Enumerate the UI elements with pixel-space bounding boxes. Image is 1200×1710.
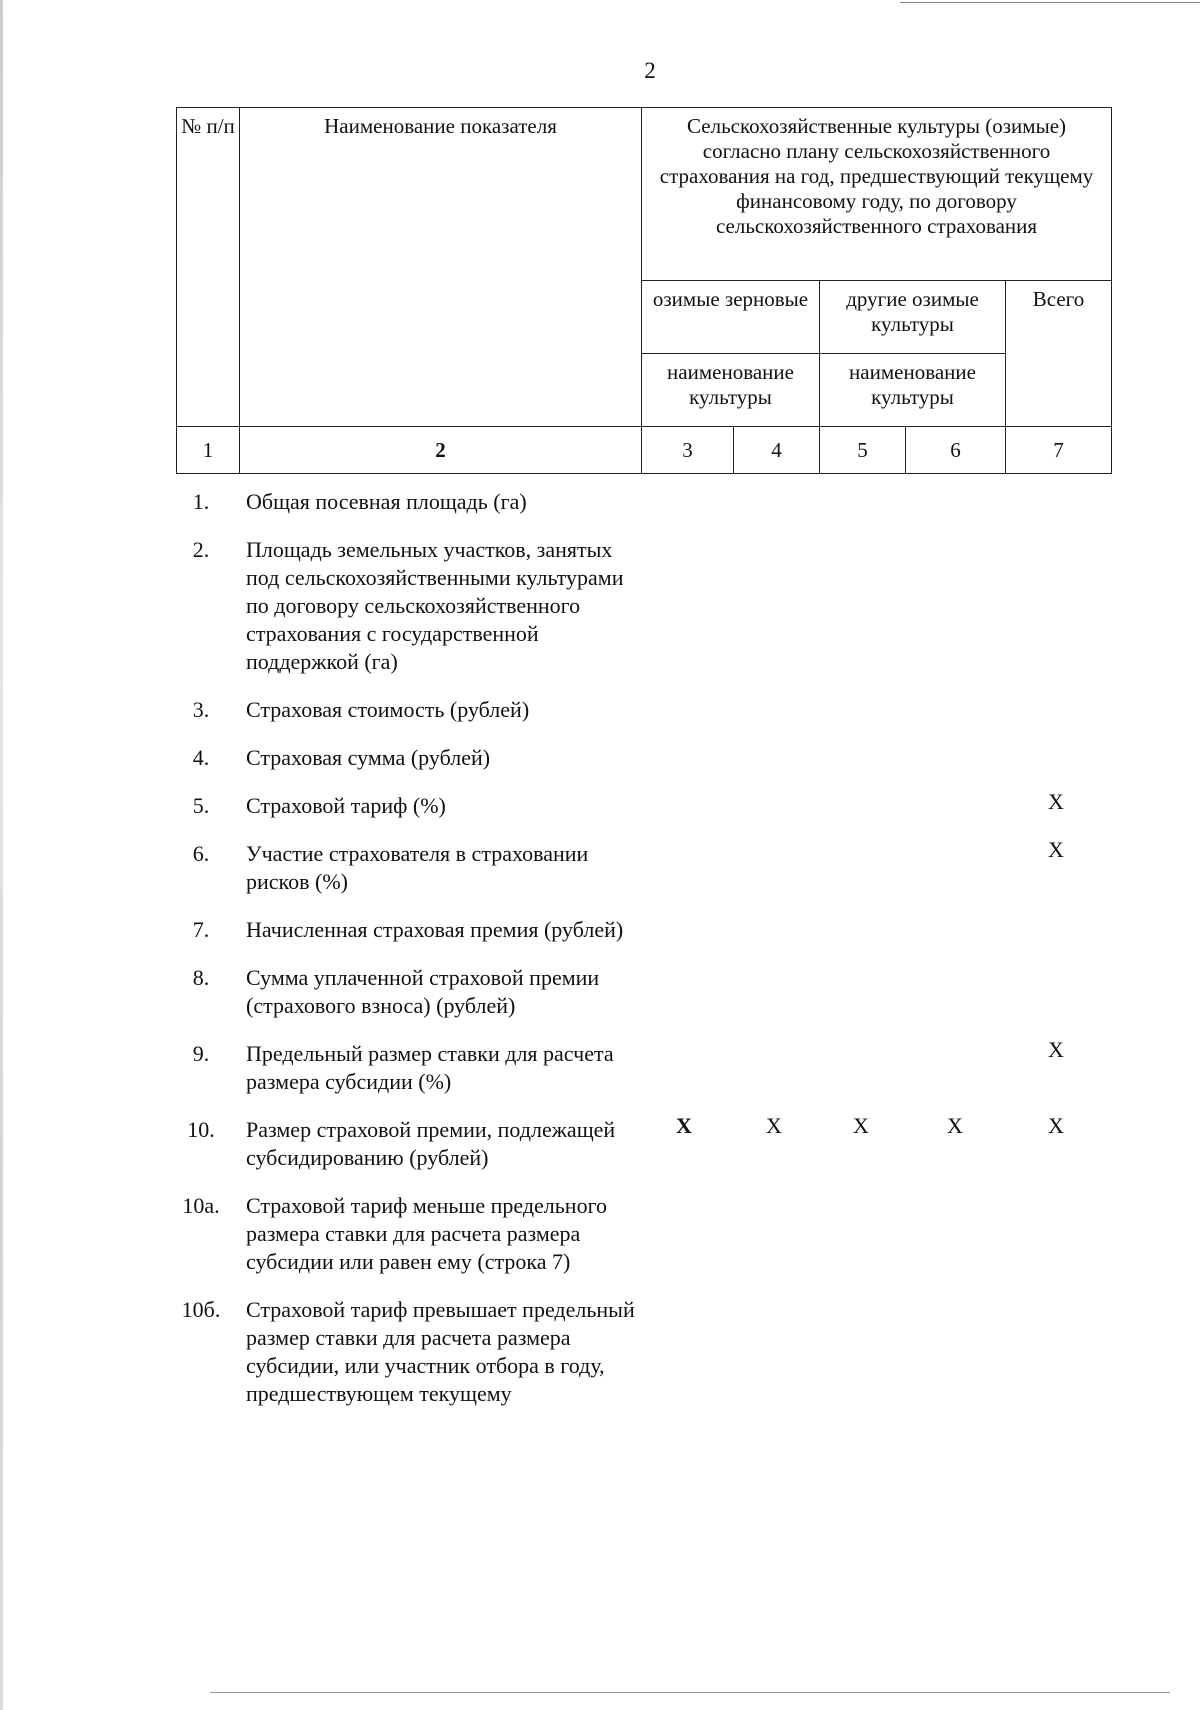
- row-number: 2.: [192, 537, 210, 562]
- header-table: [176, 107, 1112, 474]
- row-number: 6.: [192, 841, 210, 866]
- col-number-3: 3: [642, 427, 734, 474]
- row-number: 9.: [192, 1041, 210, 1066]
- x-mark-col5: X: [853, 1113, 869, 1138]
- header-sub-other: другие озимые культуры: [820, 281, 1006, 354]
- header-col-group: Сельскохозяйственные культуры (озимые) согласно плану сельскохозяйственного страхования на год, предшествующий текущему финансовому году, по договору сельскохозяйственного страхования: [642, 108, 1112, 281]
- row-label: Страховой тариф превышает предельный размер ставки для расчета размера субсидии, или участник отбора в году, предшествующем текущему: [246, 1297, 635, 1406]
- list-item: [176, 789, 1111, 820]
- list-item: [176, 536, 1111, 676]
- list-item: [176, 1037, 1111, 1096]
- col-number-4: 4: [734, 427, 820, 474]
- header-crop-name-2: наименование культуры: [820, 354, 1006, 427]
- row-number: 1.: [192, 489, 210, 514]
- x-mark-total: X: [1048, 1037, 1064, 1062]
- row-label: Общая посевная площадь (га): [246, 489, 527, 514]
- row-label: Площадь земельных участков, занятых под сельскохозяйственными культурами по договору сельскохозяйственного страхования с государственной поддержкой (га): [246, 537, 624, 674]
- row-label: Страховая сумма (рублей): [246, 745, 491, 770]
- col-number-7: 7: [1006, 427, 1112, 474]
- row-label: Начисленная страховая премия (рублей): [246, 917, 624, 942]
- x-mark-col4: X: [766, 1113, 782, 1138]
- x-mark-total: X: [1048, 1113, 1064, 1138]
- col-number-5: 5: [820, 427, 906, 474]
- row-label: Участие страхователя в страховании рисков (%): [246, 841, 589, 894]
- row-number: 7.: [192, 917, 210, 942]
- scan-left-edge: [0, 0, 3, 1710]
- col-number-6: 6: [906, 427, 1006, 474]
- row-number: 10.: [187, 1117, 215, 1142]
- top-rule: [900, 2, 1200, 3]
- row-number: 8.: [192, 965, 210, 990]
- row-label: Страховой тариф (%): [246, 793, 446, 818]
- row-label: Страховая стоимость (рублей): [246, 697, 530, 722]
- row-label: Размер страховой премии, подлежащей субсидированию (рублей): [246, 1117, 616, 1170]
- col-number-2: 2: [240, 427, 642, 474]
- list-item: [176, 696, 1111, 724]
- list-item: [176, 744, 1111, 772]
- header-col-name: Наименование показателя: [240, 108, 642, 427]
- list-item: [176, 1113, 1111, 1172]
- list-item: [176, 1192, 1111, 1276]
- x-mark-col3: X: [676, 1113, 692, 1138]
- header-sub-total: Всего: [1006, 281, 1112, 427]
- list-item: [176, 1296, 1111, 1408]
- row-number: 4.: [192, 745, 210, 770]
- list-item: [176, 916, 1111, 944]
- header-col-no: № п/п: [177, 108, 240, 427]
- list-item: [176, 964, 1111, 1020]
- row-number: 3.: [192, 697, 210, 722]
- row-number: 10а.: [182, 1193, 220, 1218]
- header-crop-name-1: наименование культуры: [642, 354, 820, 427]
- bottom-rule: [210, 1692, 1170, 1693]
- header-sub-grain: озимые зерновые: [642, 281, 820, 354]
- row-label: Страховой тариф меньше предельного размера ставки для расчета размера субсидии или равен ему (строка 7): [246, 1193, 608, 1274]
- x-mark-col6: X: [947, 1113, 963, 1138]
- x-mark-total: X: [1048, 837, 1064, 862]
- col-number-1: 1: [177, 427, 240, 474]
- row-label: Предельный размер ставки для расчета размера субсидии (%): [246, 1041, 614, 1094]
- page-number: 2: [644, 58, 656, 83]
- row-number: 10б.: [181, 1297, 221, 1322]
- row-number: 5.: [192, 793, 210, 818]
- list-item: [176, 837, 1111, 896]
- indicator-list: [176, 488, 1111, 1428]
- list-item: [176, 488, 1111, 516]
- x-mark-total: X: [1048, 789, 1064, 814]
- row-label: Сумма уплаченной страховой премии (страхового взноса) (рублей): [246, 965, 600, 1018]
